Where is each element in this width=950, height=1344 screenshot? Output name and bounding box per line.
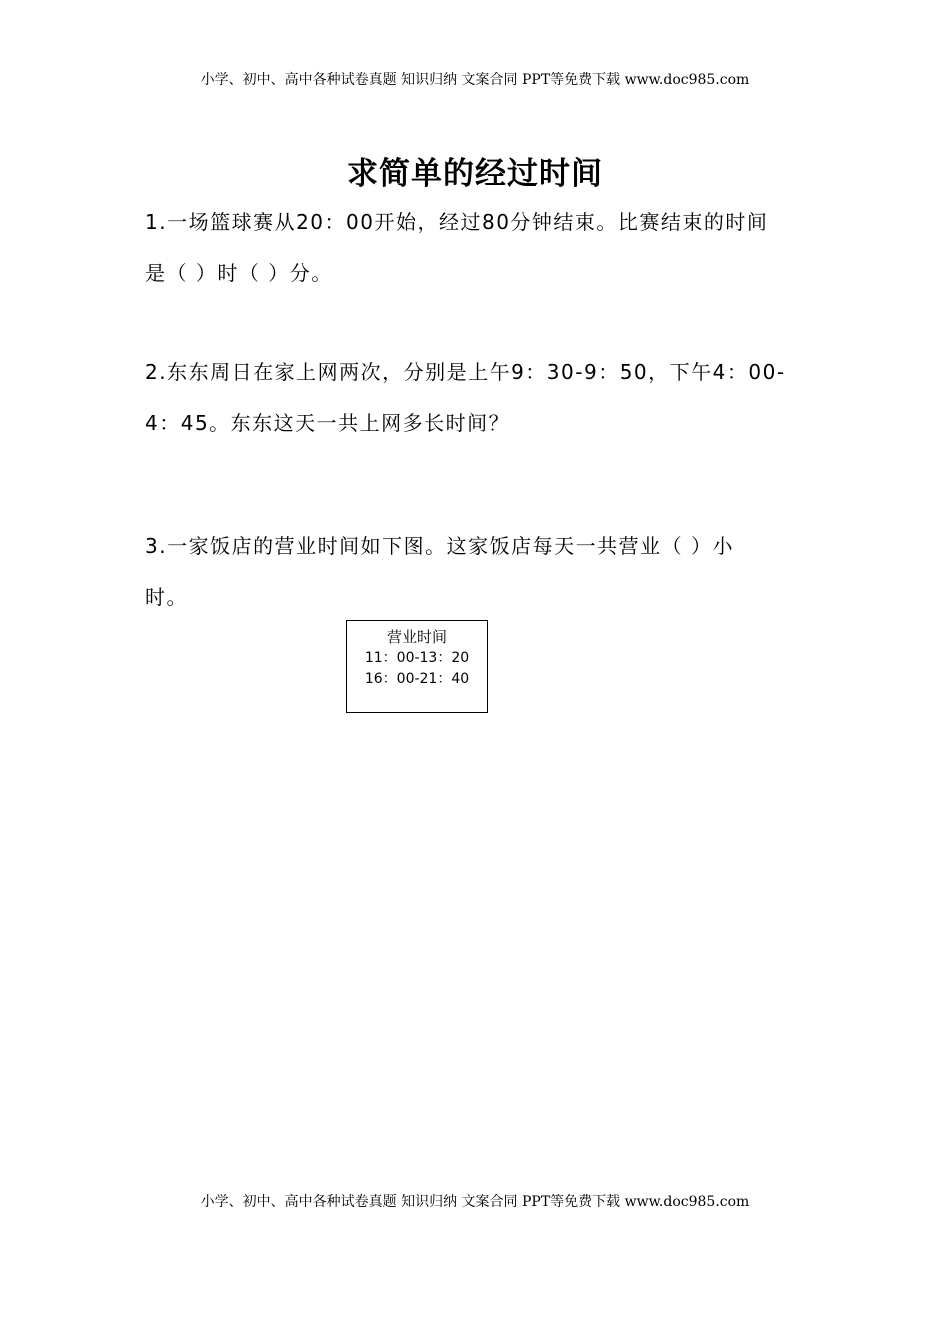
page-footer: 小学、初中、高中各种试卷真题 知识归纳 文案合同 PPT等免费下载 www.doc985.com	[200, 1194, 750, 1210]
business-hours-row-2: 16：00-21：40	[364, 671, 470, 687]
page-title: 求简单的经过时间	[347, 156, 603, 192]
question-3-line-2: 时。	[145, 585, 188, 609]
business-hours-row-1: 11：00-13：20	[364, 650, 470, 666]
question-3-line-1: 3.一家饭店的营业时间如下图。这家饭店每天一共营业（ ）小	[145, 534, 734, 558]
question-2-line-1: 2.东东周日在家上网两次，分别是上午9：30-9：50，下午4：00-	[145, 360, 786, 384]
page-header: 小学、初中、高中各种试卷真题 知识归纳 文案合同 PPT等免费下载 www.doc985.com	[200, 72, 750, 88]
question-1-line-1: 1.一场篮球赛从20：00开始，经过80分钟结束。比赛结束的时间	[145, 210, 769, 234]
question-1-line-2: 是（ ）时（ ）分。	[145, 261, 333, 285]
business-hours-title: 营业时间	[386, 628, 447, 646]
business-hours-box	[346, 620, 488, 713]
question-2-line-2: 4：45。东东这天一共上网多长时间？	[145, 411, 511, 435]
